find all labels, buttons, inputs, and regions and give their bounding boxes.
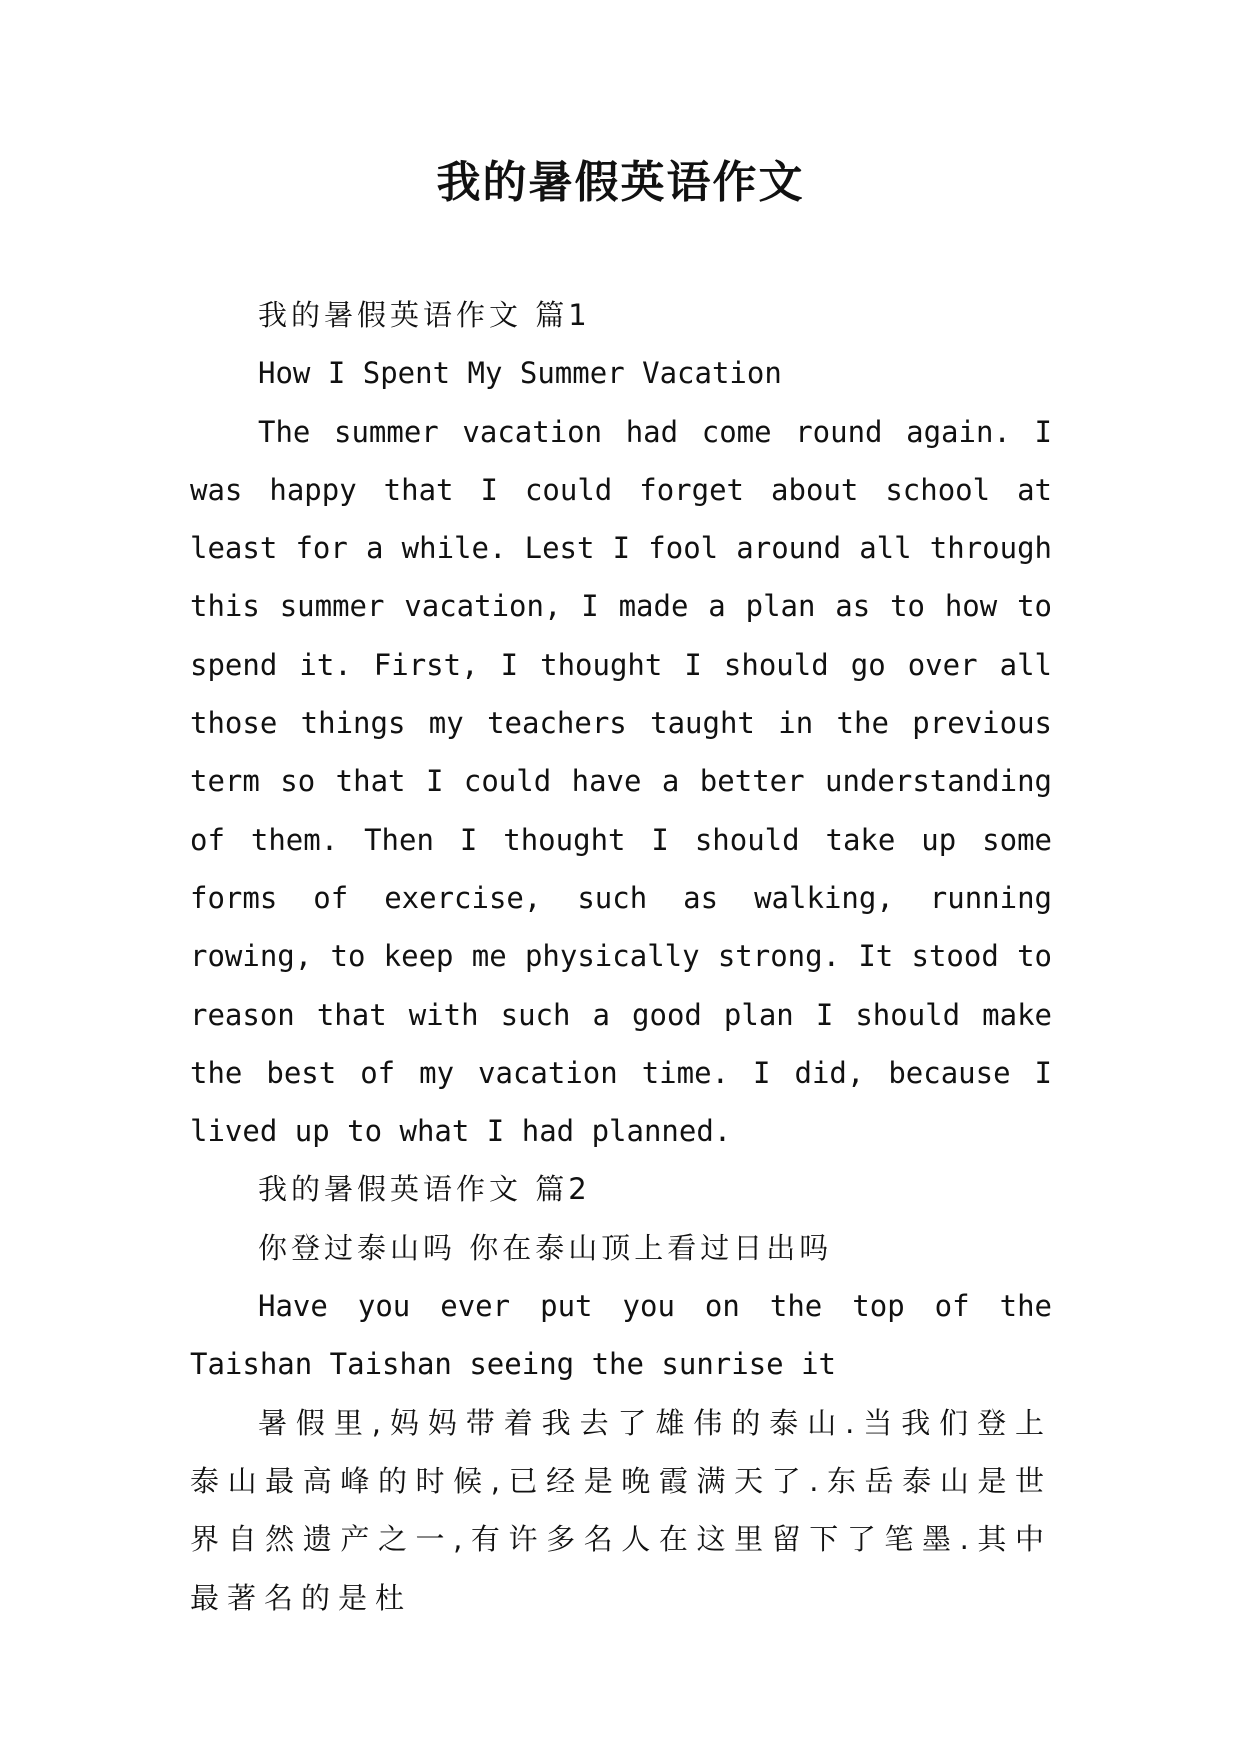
section-heading-1: 我的暑假英语作文 篇1 xyxy=(258,298,591,332)
english-question-line: Have you ever put you on the top of the Taishan Taishan seeing the sunrise it xyxy=(190,1289,1052,1382)
chinese-question-line: 你登过泰山吗 你在泰山顶上看过日出吗 xyxy=(258,1230,833,1265)
english-paragraph-1: The summer vacation had come round again. I was happy that I could forget about school at least for a while. Lest I fool around all through this summer vacation, I made a plan as to how to spend it. First, I thought I should go over all those things my teachers taught in the previous term so that I could have a better understanding of them. Then I thought I should take up some forms of exercise, such as walking, running rowing, to keep me physically strong. It stood to reason that with such a good plan I should make the best of my vacation time. I did, because I lived up to what I had planned. xyxy=(190,414,1052,1149)
document-body xyxy=(190,286,1052,1627)
chinese-paragraph-1: 暑假里,妈妈带着我去了雄伟的泰山.当我们登上泰山最高峰的时候,已经是晚霞满天了.东岳泰山是世界自然遗产之一,有许多名人在这里留下了笔墨.其中最著名的是杜 xyxy=(190,1405,1052,1615)
document-title: 我的暑假英语作文 xyxy=(436,157,805,208)
section-heading-2: 我的暑假英语作文 篇2 xyxy=(258,1172,591,1207)
english-subtitle-1: How I Spent My Summer Vacation xyxy=(258,356,782,391)
